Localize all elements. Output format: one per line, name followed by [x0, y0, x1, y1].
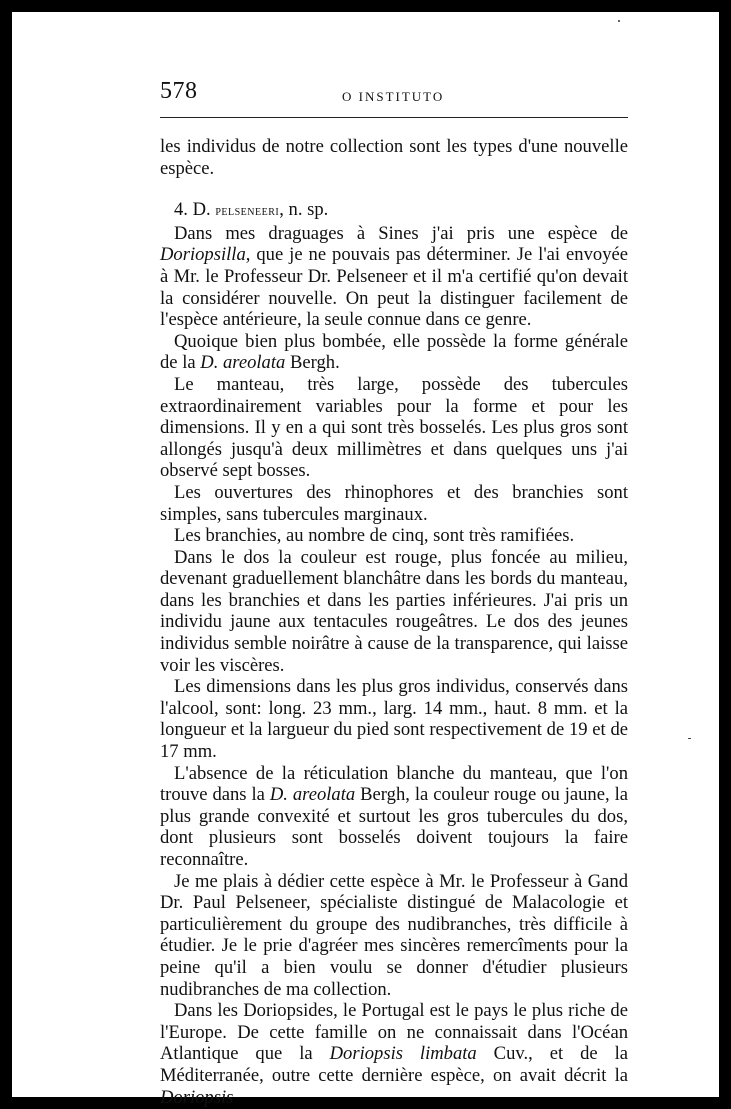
paragraph-4: Les ouvertures des rhinophores et des branchies sont simples, sans tubercules marginaux.	[160, 481, 628, 525]
p8-species: D. areolata	[269, 784, 356, 806]
species-number: 4. D.	[174, 199, 211, 221]
section-gap	[160, 179, 628, 199]
p8-text-c: Bergh, la couleur rouge ou jaune, la plus grande convexité et surtout les gros tubercules du dos, dont plusieurs sont bosselés doivent toujours la faire reconnaître.	[160, 784, 628, 870]
species-suffix: , n. sp.	[279, 199, 329, 221]
p10-text-c: Cuv., et de la Méditerranée, outre cette dernière espèce, on avait décrit la	[160, 1043, 628, 1086]
paragraph-10	[160, 1000, 628, 1108]
paragraph-2	[160, 331, 628, 374]
p2-species: D. areolata	[200, 352, 286, 374]
paragraph-5: Les branchies, au nombre de cinq, sont très ramifiées.	[174, 525, 575, 547]
scan-speck	[618, 20, 620, 22]
paragraph-9: Je me plais à dédier cette espèce à Mr. le Professeur à Gand Dr. Paul Pelseneer, spécialiste distingué de Malacologie et particulièrement du groupe des nudibranches, très difficile à étudier. Je le prie d'agréer mes sincères remercîments pour la peine qu'il a bien voulu se donner d'étudier plusieurs nudibranches de ma collection.	[160, 870, 628, 1000]
p2-text-c: Bergh.	[285, 352, 340, 374]
p10-genus: Doriopsis	[160, 1086, 234, 1108]
p10-text-a: Dans les Doriopsides, le Portugal est le pays le plus riche de l'Europe. De cette famille on ne connaissait dans l'Océan Atlantique que la	[160, 1000, 628, 1065]
p8-text-a: L'absence de la réticulation blanche du manteau, que l'on trouve dans la	[160, 762, 628, 806]
p1-text-c: , que je ne pouvais pas déterminer. Je l'ai envoyée à Mr. le Professeur Dr. Pelseneer et il m'a certifié qu'on devait la considérer nouvelle. On peut la distinguer facilement de l'espèce antérieure, la seule connue dans ce genre.	[160, 244, 628, 331]
page-number: 578	[160, 78, 198, 104]
running-head: O INSTITUTO	[342, 89, 445, 104]
paragraph-8	[160, 763, 628, 871]
paragraph-7: Les dimensions dans les plus gros individus, conservés dans l'alcool, sont: long. 23 mm., larg. 14 mm., haut. 8 mm. et la longueur et la largueur du pied sont respectivement de 19 et de 17 mm.	[160, 676, 628, 763]
paragraph-1	[160, 223, 628, 331]
paragraph-continuation: les individus de notre collection sont les types d'une nouvelle espèce.	[160, 136, 628, 179]
paragraph-3: Le manteau, très large, possède des tubercules extraordinairement variables pour la forme et pour les dimensions. Il y en a qui sont très bosselés. Les plus gros sont allongés jusqu'à deux millimètres et dans quelques uns j'ai observé sept bosses.	[160, 373, 628, 482]
p2-text-a: Quoique bien plus bombée, elle possède la forme générale de la	[160, 330, 628, 374]
scan-speck	[688, 738, 691, 739]
p1-genus: Doriopsilla	[160, 244, 246, 266]
p10-species: Doriopsis limbata	[329, 1043, 477, 1065]
document-page	[12, 12, 719, 1108]
body-text	[160, 136, 628, 1108]
p1-text-a: Dans mes draguages à Sines j'ai pris une espèce de	[174, 222, 628, 244]
species-name: pelseneeri	[215, 204, 280, 220]
header-rule	[160, 117, 628, 118]
paragraph-6: Dans le dos la couleur est rouge, plus foncée au milieu, devenant graduellement blanchâtre dans les bords du manteau, dans les branchies et dans les parties inférieures. J'ai pris un individu jaune aux tentacules rougeâtres. Le dos des jeunes individus semble noirâtre à cause de la transparence, qui laisse voir les viscères.	[160, 546, 628, 676]
species-heading	[160, 199, 628, 223]
